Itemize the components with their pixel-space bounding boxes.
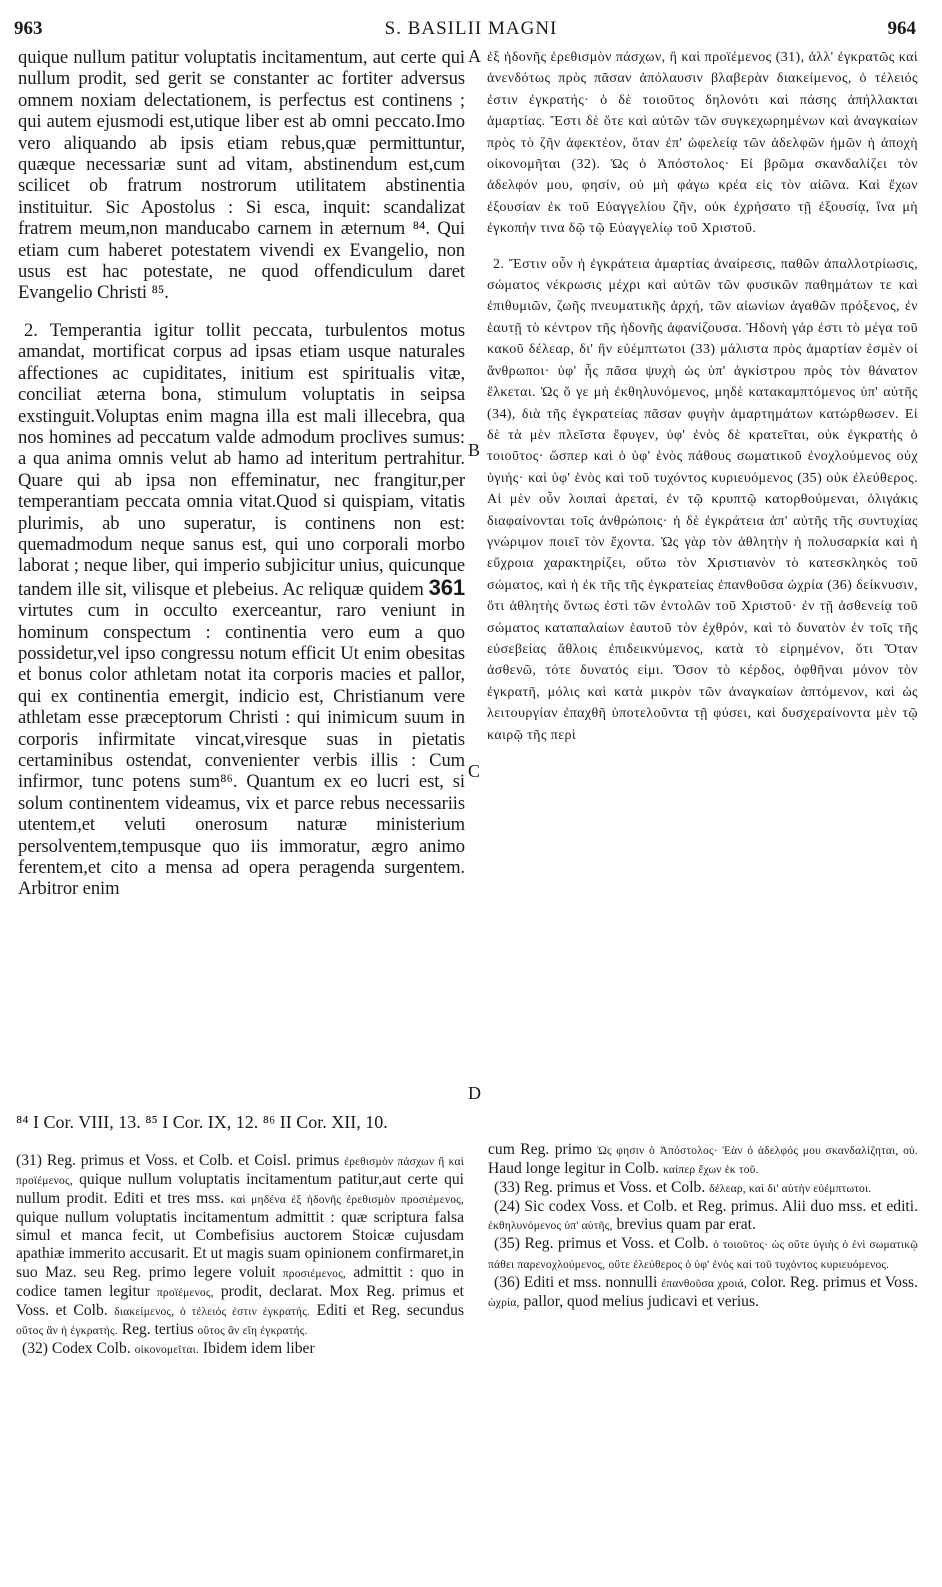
footnote-34 [488,1198,918,1235]
footnote-32 [16,1340,464,1359]
footnote-36 [488,1274,918,1312]
footnote-greek: ὠχρία, [488,1296,520,1309]
footnote-text: (35) Reg. primus et Voss. et Colb. [494,1235,709,1253]
section-marker-b: B [468,440,481,460]
footnote-text: (31) Reg. primus et Voss. et Colb. et Coisl. primus [16,1152,340,1169]
footnote-text: brevius quam par erat. [616,1216,756,1234]
footnotes-left-column [16,1152,464,1577]
latin-paragraph-2 [18,320,465,900]
greek-paragraph-1: ἐξ ἡδονῆς ἐρεθισμὸν πάσχων, ἢ καὶ προϊέμενος (31), ἀλλ' ἐγκρατῶς καὶ ἀνενδότως πρὸς πᾶσαν ἀπόλαυσιν βλαβερὰν διακείμενος, ὁ τέλειός ἐστιν ἐγκρατής· ὁ δὲ τοιοῦτος δηλονότι καὶ πάσης ἀπήλλακται ἁμαρτίας. Ἔστι δὲ ὅτε καὶ αὐτῶν τῶν συγκεχωρημένων καὶ ἀναγκαίων πρὸς τὸ ζῆν ἀφεκτέον, ὅταν ἐπ' ὠφελείᾳ τῶν ἀδελφῶν ἡμῶν ἡ ἀποχὴ οἰκονομῆται (32). Ὡς ὁ Ἀπόστολος· Εἰ βρῶμα σκανδαλίζει τὸν ἀδελφόν μου, φησίν, οὐ μὴ φάγω κρέα εἰς τὸν αἰῶνα. Καὶ ἔχων ἐξουσίαν ἐκ τοῦ Εὐαγγελίου ζῆν, οὐκ ἐχρήσατο τῇ ἐξουσίᾳ, ἵνα μὴ ἐγκοπήν τινα δῷ τῷ Εὐαγγελίῳ τοῦ Χριστοῦ. [487,50,918,237]
left-page-number: 963 [14,18,43,39]
footnote-text: prodit, declarat. Mox Reg. primus et Voss. et Colb. [16,1282,464,1319]
scripture-references: ⁸⁴ I Cor. VIII, 13. ⁸⁵ I Cor. IX, 12. ⁸⁶ II Cor. XII, 10. [16,1112,388,1132]
latin-column [18,47,465,1109]
column-number: 361 [428,574,465,600]
right-page-number: 964 [887,18,916,39]
footnote-32-continued [488,1141,918,1179]
footnote-greek: προσιέμενος, [282,1267,346,1280]
greek-paragraph-2: 2. Ἔστιν οὖν ἡ ἐγκράτεια ἁμαρτίας ἀναίρεσις, παθῶν ἀπαλλοτρίωσις, σώματος νέκρωσις μέχρι καὶ αὐτῶν τῶν φυσικῶν παθημάτων τε καὶ ἐπιθυμιῶν, ζωῆς πνευματικῆς ἀρχή, τῶν αἰωνίων ἀγαθῶν πρόξενος, ἐν ἑαυτῇ τὸ κέντρον τῆς ἡδονῆς ἀφανίζουσα. Ἡδονὴ γάρ ἐστι τὸ μέγα τοῦ κακοῦ δέλεαρ, δι' ἣν εὐέμπτωτοι (33) μάλιστα πρὸς ἁμαρτίαν ἐσμὲν οἱ ἄνθρωποι· ὑφ' ἧς πᾶσα ψυχὴ ὡς ὑπ' ἀγκίστρου πρὸς τὸν θάνατον ἕλκεται. Ὡς ὅ γε μὴ ἐκθηλυνόμενος, μηδὲ κατακαμπτόμενος ὑπ' αὐτῆς (34), διὰ τῆς ἐγκρατείας πᾶσαν φυγὴν ἁμαρτημάτων κατώρθωσεν. Εἰ δὲ τὰ μὲν πλεῖστα ἔφυγεν, ὑφ' ἑνὸς δὲ κρατεῖται, οὐκ ἐγκρατὴς ὁ τοιοῦτος· ὥσπερ καὶ ὁ ὑφ' ἑνὸς πάθους σωματικοῦ ἐνοχλούμενος οὐχ ὑγιής· καὶ ὑφ' ἑνὸς καὶ τοῦ τυχόντος κυριευόμενος (35) οὐκ ἐλεύθερος. Αἱ μὲν οὖν λοιπαὶ ἀρεταί, ἐν τῷ κρυπτῷ κατορθούμεναι, ὀλιγάκις διαφαίνονται τοῖς ἀνθρώποις· ἡ δὲ ἐγκράτεια ἀπ' αὐτῆς τῆς συντυχίας γνώριμον ποιεῖ τὸν ἔχοντα. Ὡς γὰρ τὸν ἀθλητὴν ἡ πολυσαρκία καὶ ἡ εὔχροια χαρακτηρίζει, οὕτω τὸν Χριστιανὸν τὸ κατεσκληκὸς τοῦ σώματος, καὶ ἡ ἐκ τῆς τῆς ἐγκρατείας ἐπανθοῦσα ὠχρία (36) δείκνυσιν, ὅτι ἀθλητὴς ὄντως ἐστὶ τῶν ἐντολῶν τοῦ Χριστοῦ· ἐν τῇ ἀσθενείᾳ τοῦ σώματος καταπαλαίων ἑαυτοῦ τὸν ἐχθρόν, καὶ τὸ δυνατὸν ἐν τοῖς τῆς εὐσεβείας ἄθλοις ἐπιδεικνύμενος, κατὰ τὸ εἰρημένον, ὅτι Ὅταν ἀσθενῶ, τότε δυνατός εἰμι. Ὅσον τὸ κέρδος, ὀφθῆναι μόνον τὸν ἐγκρατῆ, μόλις καὶ κατὰ μικρὸν τῶν ἀναγκαίων ἁπτόμενον, καὶ ὡς λειτουργίαν ἐπαχθῆ ὑποτελοῦντα τῇ φύσει, καὶ δυσχεραίνοντα μὲν τῷ καιρῷ τῆς περὶ [487,256,918,743]
latin-paragraph-1: quique nullum patitur voluptatis incitamentum, aut certe qui nullum prodit, sed gerit se constanter ac fortiter adversus omnem noxiam delectationem, is perfectus est continens ; qui autem ejusmodi est,utique liber est ab omni peccato.Imo vero aliquando ab ipsis etiam rebus,quæ permittuntur, quæque necessariæ sunt ad vitam, abstinendum est,cum scilicet ob fratrum nostrorum utilitatem abstinentia instituitur. Sic Apostolus : Si esca, inquit: scandalizat fratrem meum,non manducabo carnem in æternum ⁸⁴. Qui etiam cum haberet potestatem vivendi ex Evangelio, non usus est hac potestate, ne quod offendiculum daret Evangelio Christi ⁸⁵. [18,47,465,304]
footnote-greek: ὁ τοιοῦτος· ὡς οὔτε ὑγιὴς ὁ ἐνὶ σωματικῷ πάθει παρενοχλούμενος, οὔτε ἐλεύθερος ὁ ὑφ' ἑνὸς καὶ τοῦ τυχόντος κυριευόμενος. [488,1239,918,1271]
footnote-text: admittit : quo in codice tamen legitur [16,1263,464,1300]
footnote-greek: Ὡς φησιν ὁ Ἀπόστολος· Ἐὰν ὁ ἀδελφός μου σκανδαλίζηται, οὐ. [597,1145,918,1157]
footnote-text: cum Reg. primo [488,1141,592,1158]
footnote-greek: διακείμενος, ὁ τέλειός ἐστιν ἐγκρατής. [114,1305,311,1318]
latin-paragraph-2-part-2: virtutes cum in occulto exerceantur, raro veniunt in hominum conspectum : continentia vero eum a quo possidetur,vel ipso congressu notum efficit Ut enim obesitas et bonus color athletam notat ita corporis macies et pallor, qui ex continentia emergit, indicio est, Christianum vere athletam esse præceptorum Christi : qui inimicum suum in corporis infirmitate vincat,viresque suas in pietatis certaminibus ostendat, convenienter verbis illis : Cum infirmor, tunc potens sum⁸⁶. Quantum ex eo lucri est, si solum continentem videamus, vix et parce rebus necessariis utentem,et veluti onerosum naturæ ministerium persolventem,tempusque quo iis immoratur, ægro animo ferentem,et cito a mensa ad opera peragenda surgentem. Arbitror enim [18,600,465,900]
footnotes-right-column [488,1141,918,1441]
footnote-text: color. Reg. primus et Voss. [750,1273,918,1291]
footnote-greek: οὕτος ἂν εἴη ἐγκρατής. [197,1324,308,1337]
running-title: S. BASILII MAGNI [384,18,558,39]
footnote-text: Ibidem idem liber [202,1339,315,1357]
footnote-greek: προϊέμενος, [156,1286,214,1299]
footnote-text: quique nullum voluptatis incitamentum patitur,aut certe qui nullum prodit. Editi et tres mss. [16,1171,464,1208]
footnote-35 [488,1235,918,1273]
footnote-33 [488,1179,918,1198]
footnote-greek: ἐπανθοῦσα χροιά, [661,1277,747,1290]
section-marker-c: C [468,761,481,781]
footnote-text: Editi et Reg. secundus [316,1301,464,1319]
footnote-greek: οὕτος ἂν ἡ ἐγκρατής. [16,1324,118,1337]
footnote-text: quique nullum voluptatis incitamentum admittit : quæ scriptura falsa simul et manca fecit, ut Combefisius auctorem Stoicæ cujusdam apathiæ immerito accusarit. Et ut magis suam opinionem confirmaret,in suo Maz. seu Reg. primo legere voluit [16,1209,464,1281]
footnote-text: (36) Editi et mss. nonnulli [494,1273,658,1291]
footnote-greek: καίπερ ἔχων ἐκ τοῦ. [662,1164,759,1177]
footnote-text: (24) Sic codex Voss. et Colb. et Reg. primus. Alii duo mss. et editi. [494,1198,918,1216]
footnote-text: Haud longe legitur in Colb. [488,1160,660,1178]
latin-paragraph-2-part-1: 2. Temperantia igitur tollit peccata, turbulentos motus amandat, mortificat corpus ad ipsas etiam usque naturales affectiones ac cupiditates, initium est spiritualis vitæ, conciliat æterna bona, stimulum voluptatis in seipsa exstinguit.Voluptas enim magna illa est mali illecebra, qua nos homines ad peccatum valde admodum proclives sumus: a qua anima omnis velut ab hamo ad interitum pertrahitur. Quare qui ab ipsa non effeminatur, nec frangitur,per temperantiam peccata omnia vitat.Quod si quispiam, vitatis plurimis, ab uno superatur, is continens non est: quemadmodum neque sanus est, qui uno corporali morbo laborat ; neque liber, qui imperio subjicitur unius, quicunque tandem ille sit, vilisque et plebeius. Ac reliquæ quidem [18,319,465,600]
section-marker-d: D [468,1083,481,1103]
footnote-text: Reg. tertius [121,1320,194,1338]
footnote-31 [16,1152,464,1340]
section-marker-a: A [468,46,481,66]
footnote-greek: δέλεαρ, καὶ δι' αὐτὴν εὐέμπτωτοι. [709,1183,872,1196]
greek-column [487,47,918,1109]
footnote-greek: ἐρεθισμὸν πάσχων ἢ καὶ προϊέμενος, [16,1156,464,1188]
footnote-greek: ἐκθηλυνόμενος ὑπ' αὐτῆς, [488,1220,613,1233]
footnote-greek: οἰκονομεῖται. [134,1343,200,1356]
footnote-text: pallor, quod melius judicavi et verius. [523,1292,759,1310]
footnote-text: (32) Codex Colb. [22,1339,131,1357]
footnote-text: (33) Reg. primus et Voss. et Colb. [494,1179,706,1197]
footnote-greek: καὶ μηδένα ἐξ ἡδονῆς ἐρεθισμὸν προσιέμενος, [230,1194,464,1207]
